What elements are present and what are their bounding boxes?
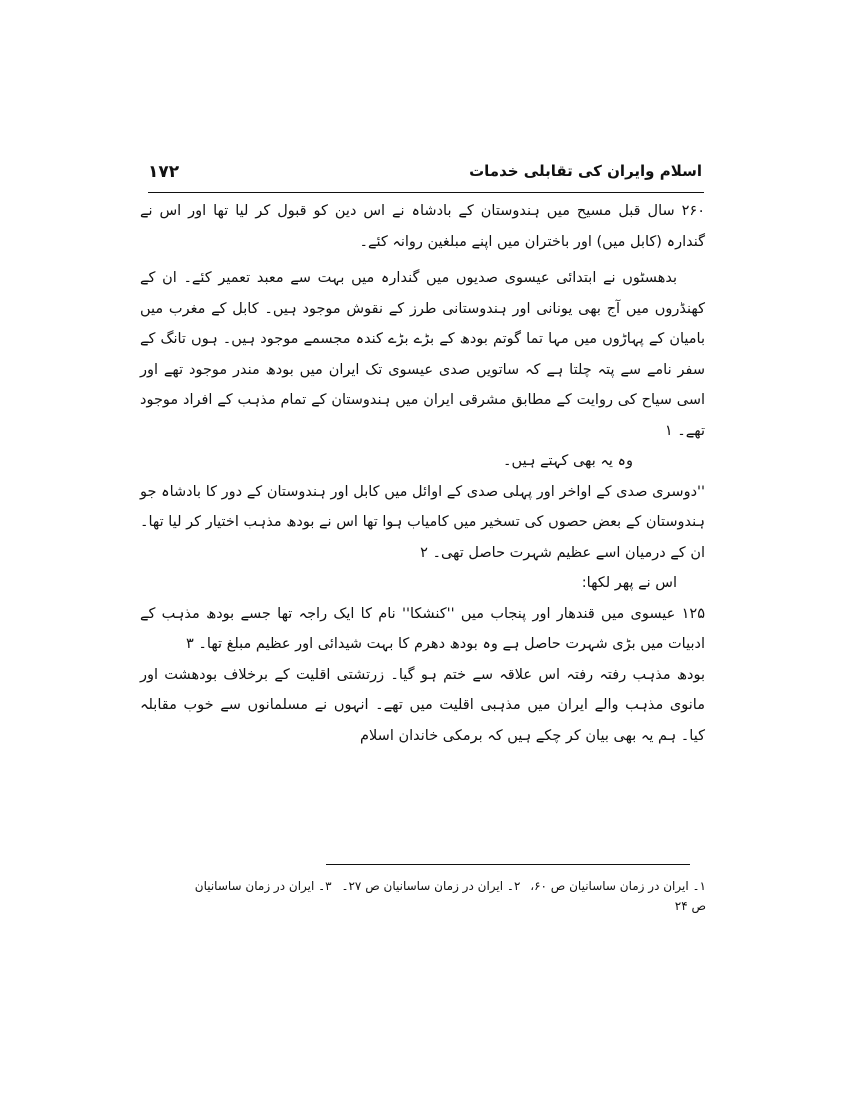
paragraph: اس نے پھر لکھا: (581, 575, 677, 591)
header-rule (148, 192, 704, 193)
footnote-item: ۳۔ ایران در زمان ساسانیان ص ۲۴ (194, 879, 706, 913)
quotation-paragraph: ۱۲۵ عیسوی میں قندھار اور پنجاب میں ''کنشکا'' نام کا ایک راجہ تھا جسے بودھ مذہب کے ادبیات میں بڑی شہرت حاصل ہے وہ بودھ دھرم کا بہت شیدائی اور عظیم مبلغ تھا۔ ۳ (140, 605, 705, 652)
paragraph: وہ یہ بھی کہتے ہیں۔ (503, 453, 633, 469)
paragraph: بودھ مذہب رفتہ رفتہ اس علاقہ سے ختم ہو گیا۔ زرتشتی اقلیت کے برخلاف بودھشت اور مانوی مذہب والے ایران میں مذہبی اقلیت میں تھے۔ انہوں نے مسلمانوں سے خوب مقابلہ کیا۔ ہم یہ بھی بیان کر چکے ہیں کہ برمکی خاندان اسلام (140, 666, 705, 744)
page-number: ۱۷۲ (148, 162, 180, 182)
footnote-item: ۲۔ ایران در زمان ساسانیان ص ۲۷۔ (341, 879, 521, 893)
paragraph: ۲۶۰ سال قبل مسیح میں ہندوستان کے بادشاہ نے اس دین کو قبول کر لیا تھا اور اس نے گندارہ (کابل میں) اور باختران میں اپنے مبلغین روانہ کئے۔ (140, 203, 705, 250)
body-text (140, 196, 705, 751)
quotation-paragraph: ''دوسری صدی کے اواخر اور پہلی صدی کے اوائل میں کابل اور ہندوستان کے دور کا بادشاہ جو ہندوستان کے بعض حصوں کی تسخیر میں کامیاب ہوا تھا اس نے بودھ مذہب اختیار کر لیا تھا۔ ان کے درمیان اسے عظیم شہرت حاصل تھی۔ ۲ (140, 483, 705, 561)
footnote-item: ۱۔ ایران در زمان ساسانیان ص ۶۰، (530, 879, 706, 893)
paragraph: بدھسٹوں نے ابتدائی عیسوی صدیوں میں گندارہ میں بہت سے معبد تعمیر کئے۔ ان کے کھنڈروں میں آج بھی یونانی اور ہندوستانی طرز کے نقوش موجود ہیں۔ کابل کے مغرب میں بامیان کے پہاڑوں میں مہا تما گوتم بودھ کے بڑے بڑے کندہ مجسمے موجود ہیں۔ ہوں تانگ کے سفر نامے سے پتہ چلتا ہے کہ ساتویں صدی عیسوی تک ایران میں بودھ مندر موجود تھے اور اسی سیاح کی روایت کے مطابق مشرقی ایران میں ہندوستان کے تمام مذہب کے افراد موجود تھے۔ ۱ (140, 270, 705, 439)
running-header (148, 160, 702, 186)
running-title: اسلام وایران کی تقابلی خدمات (469, 162, 702, 180)
footnote-rule (326, 864, 690, 865)
footnotes (190, 876, 706, 916)
